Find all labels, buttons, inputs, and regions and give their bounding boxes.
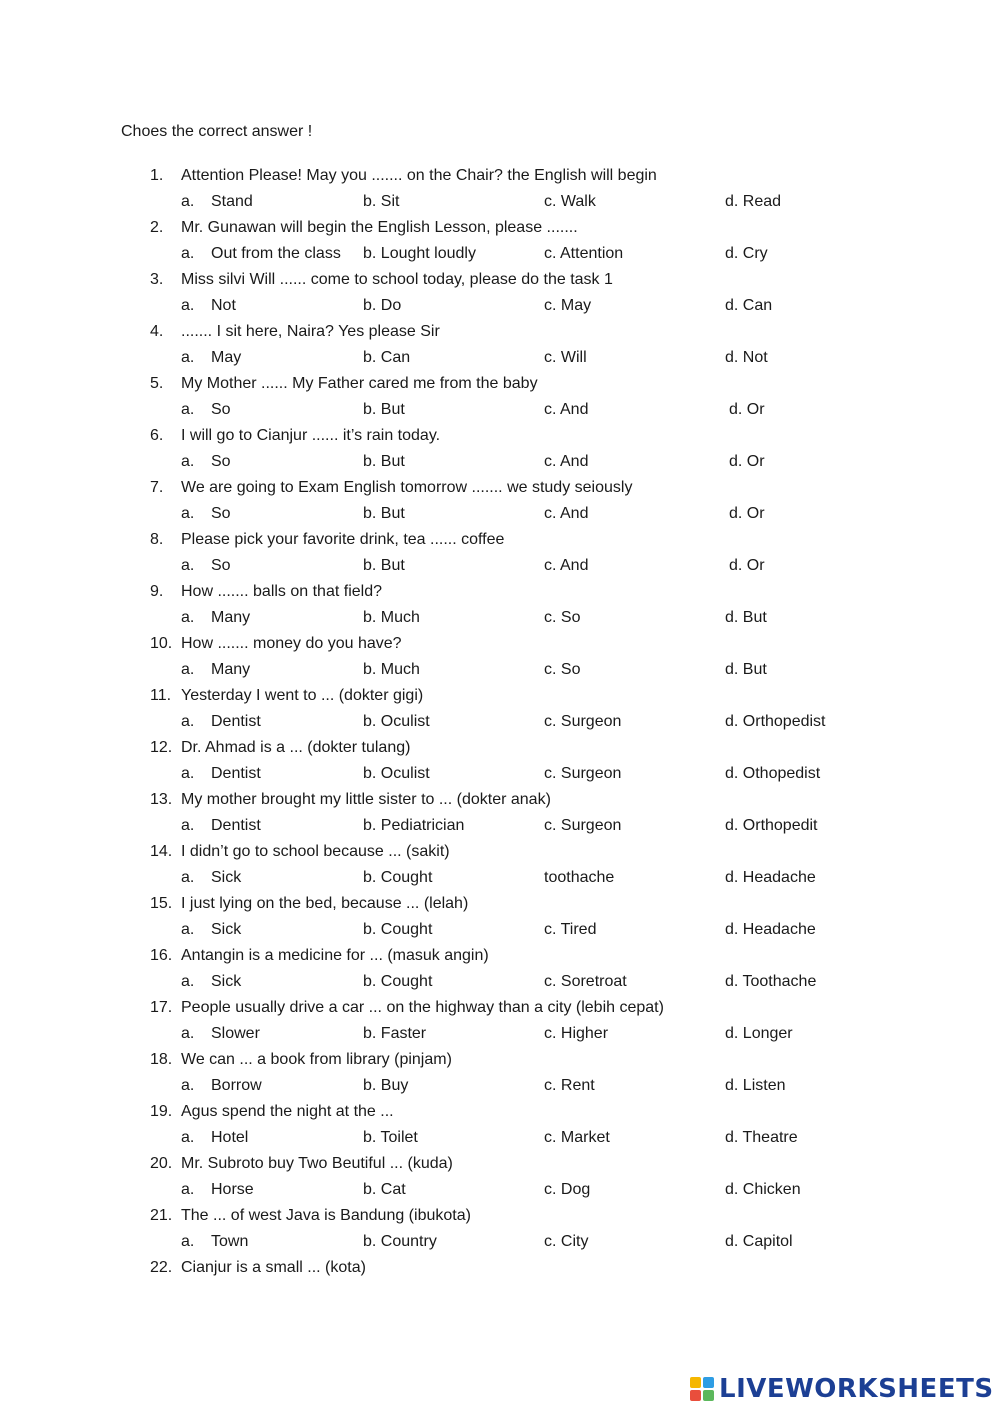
question-item bbox=[150, 1255, 950, 1281]
question-line bbox=[150, 579, 950, 605]
option-a-letter: a. bbox=[181, 453, 195, 470]
question-item bbox=[150, 1099, 950, 1151]
question-number: 15. bbox=[150, 895, 173, 912]
option-a[interactable]: So bbox=[211, 557, 231, 574]
option-a-letter: a. bbox=[181, 193, 195, 210]
question-number: 5. bbox=[150, 375, 164, 392]
question-line bbox=[150, 735, 950, 761]
option-c[interactable]: c. So bbox=[544, 661, 581, 678]
option-d[interactable]: d. Read bbox=[725, 193, 782, 210]
question-line bbox=[150, 839, 950, 865]
question-item bbox=[150, 943, 950, 995]
option-c[interactable]: c. Surgeon bbox=[544, 713, 622, 730]
option-a[interactable]: Many bbox=[211, 609, 251, 626]
option-a[interactable]: Sick bbox=[211, 921, 242, 938]
option-b[interactable]: b. Lought loudly bbox=[363, 245, 476, 262]
option-d[interactable]: d. But bbox=[725, 661, 767, 678]
option-d[interactable]: d. Orthopedit bbox=[725, 817, 818, 834]
option-c[interactable]: c. Walk bbox=[544, 193, 596, 210]
answer-options bbox=[150, 1229, 950, 1255]
question-line bbox=[150, 371, 950, 397]
option-b[interactable]: b. But bbox=[363, 453, 405, 470]
option-d[interactable]: d. Can bbox=[725, 297, 773, 314]
question-item bbox=[150, 215, 950, 267]
option-b[interactable]: b. Oculist bbox=[363, 765, 430, 782]
question-item bbox=[150, 319, 950, 371]
question-line bbox=[150, 1047, 950, 1073]
option-b[interactable]: b. Buy bbox=[363, 1077, 409, 1094]
option-a[interactable]: Many bbox=[211, 661, 251, 678]
question-item bbox=[150, 787, 950, 839]
option-c[interactable]: c. City bbox=[544, 1233, 589, 1250]
question-text: Attention Please! May you ....... on the Chair? the English will begin bbox=[181, 167, 657, 184]
option-a[interactable]: Borrow bbox=[211, 1077, 262, 1094]
option-c[interactable]: c. Surgeon bbox=[544, 817, 622, 834]
option-a[interactable]: Dentist bbox=[211, 765, 261, 782]
question-text: My Mother ...... My Father cared me from the baby bbox=[181, 375, 538, 392]
answer-options bbox=[150, 917, 950, 943]
option-c[interactable]: c. And bbox=[544, 401, 589, 418]
option-a-letter: a. bbox=[181, 505, 195, 522]
option-a-letter: a. bbox=[181, 609, 195, 626]
option-a[interactable]: Out from the class bbox=[211, 245, 341, 262]
question-line bbox=[150, 995, 950, 1021]
question-number: 8. bbox=[150, 531, 164, 548]
option-d[interactable]: d. Or bbox=[729, 505, 765, 522]
question-item bbox=[150, 735, 950, 787]
option-a-letter: a. bbox=[181, 921, 195, 938]
answer-options bbox=[150, 969, 950, 995]
option-a-letter: a. bbox=[181, 817, 195, 834]
answer-options bbox=[150, 605, 950, 631]
question-number: 13. bbox=[150, 791, 173, 808]
question-number: 14. bbox=[150, 843, 173, 860]
option-c[interactable]: c. Will bbox=[544, 349, 587, 366]
option-a-letter: a. bbox=[181, 297, 195, 314]
option-b[interactable]: b. But bbox=[363, 505, 405, 522]
answer-options bbox=[150, 501, 950, 527]
question-text: I just lying on the bed, because ... (lelah) bbox=[181, 895, 469, 912]
answer-options bbox=[150, 657, 950, 683]
option-a-letter: a. bbox=[181, 973, 195, 990]
question-item bbox=[150, 1151, 950, 1203]
option-b[interactable]: b. Faster bbox=[363, 1025, 427, 1042]
logo-tile bbox=[690, 1390, 701, 1401]
question-text: Agus spend the night at the ... bbox=[181, 1103, 394, 1120]
answer-options bbox=[150, 1073, 950, 1099]
question-text: We can ... a book from library (pinjam) bbox=[181, 1051, 452, 1068]
answer-options bbox=[150, 1177, 950, 1203]
option-a[interactable]: Stand bbox=[211, 193, 253, 210]
option-b[interactable]: b. Cought bbox=[363, 921, 433, 938]
option-d[interactable]: d. But bbox=[725, 609, 767, 626]
question-text: My mother brought my little sister to ... (dokter anak) bbox=[181, 791, 551, 808]
option-b[interactable]: b. Sit bbox=[363, 193, 400, 210]
option-a[interactable]: Dentist bbox=[211, 713, 261, 730]
option-c[interactable]: c. Rent bbox=[544, 1077, 595, 1094]
option-d[interactable]: d. Theatre bbox=[725, 1129, 798, 1146]
question-line bbox=[150, 891, 950, 917]
question-item bbox=[150, 839, 950, 891]
question-line bbox=[150, 1255, 950, 1281]
answer-options bbox=[150, 345, 950, 371]
option-b[interactable]: b. Can bbox=[363, 349, 411, 366]
option-d[interactable]: d. Or bbox=[729, 557, 765, 574]
option-b[interactable]: b. Cought bbox=[363, 869, 433, 886]
option-a[interactable]: Dentist bbox=[211, 817, 261, 834]
question-text: Antangin is a medicine for ... (masuk angin) bbox=[181, 947, 489, 964]
question-line bbox=[150, 1151, 950, 1177]
question-line bbox=[150, 683, 950, 709]
option-d[interactable]: d. Headache bbox=[725, 921, 816, 938]
option-d[interactable]: d. Headache bbox=[725, 869, 816, 886]
worksheet-instruction: Choes the correct answer ! bbox=[121, 123, 313, 140]
question-line bbox=[150, 163, 950, 189]
option-a-letter: a. bbox=[181, 557, 195, 574]
option-b[interactable]: b. Cought bbox=[363, 973, 433, 990]
question-item bbox=[150, 631, 950, 683]
question-number: 21. bbox=[150, 1207, 173, 1224]
question-text: ....... I sit here, Naira? Yes please Sir bbox=[181, 323, 440, 340]
question-item bbox=[150, 163, 950, 215]
option-c[interactable]: c. Attention bbox=[544, 245, 624, 262]
logo-tile bbox=[703, 1390, 714, 1401]
option-a-letter: a. bbox=[181, 349, 195, 366]
option-d[interactable]: d. Othopedist bbox=[725, 765, 821, 782]
question-text: Yesterday I went to ... (dokter gigi) bbox=[181, 687, 424, 704]
question-item bbox=[150, 527, 950, 579]
question-text: Please pick your favorite drink, tea ...... coffee bbox=[181, 531, 505, 548]
answer-options bbox=[150, 813, 950, 839]
question-text: Dr. Ahmad is a ... (dokter tulang) bbox=[181, 739, 411, 756]
option-c[interactable]: c. Higher bbox=[544, 1025, 609, 1042]
question-item bbox=[150, 891, 950, 943]
option-d[interactable]: d. Toothache bbox=[725, 973, 817, 990]
question-number: 16. bbox=[150, 947, 173, 964]
option-a-letter: a. bbox=[181, 245, 195, 262]
question-line bbox=[150, 787, 950, 813]
option-a[interactable]: Not bbox=[211, 297, 236, 314]
question-text: Mr. Gunawan will begin the English Lesson, please ....... bbox=[181, 219, 578, 236]
question-number: 17. bbox=[150, 999, 173, 1016]
option-d[interactable]: d. Capitol bbox=[725, 1233, 793, 1250]
question-item bbox=[150, 1203, 950, 1255]
question-line bbox=[150, 215, 950, 241]
option-b[interactable]: b. Pediatrician bbox=[363, 817, 465, 834]
option-d[interactable]: d. Longer bbox=[725, 1025, 793, 1042]
answer-options bbox=[150, 189, 950, 215]
option-c[interactable]: c. So bbox=[544, 609, 581, 626]
question-text: Mr. Subroto buy Two Beutiful ... (kuda) bbox=[181, 1155, 453, 1172]
logo-tile bbox=[690, 1377, 701, 1388]
option-a[interactable]: Horse bbox=[211, 1181, 254, 1198]
option-a-letter: a. bbox=[181, 713, 195, 730]
question-text: People usually drive a car ... on the highway than a city (lebih cepat) bbox=[181, 999, 664, 1016]
option-a-letter: a. bbox=[181, 765, 195, 782]
logo-text: LIVEWORKSHEETS bbox=[719, 1374, 994, 1404]
option-a-letter: a. bbox=[181, 1181, 195, 1198]
option-a[interactable]: Sick bbox=[211, 869, 242, 886]
option-d[interactable]: d. Cry bbox=[725, 245, 768, 262]
option-a[interactable]: May bbox=[211, 349, 242, 366]
question-item bbox=[150, 683, 950, 735]
option-a[interactable]: So bbox=[211, 505, 231, 522]
question-line bbox=[150, 475, 950, 501]
question-number: 10. bbox=[150, 635, 173, 652]
question-number: 4. bbox=[150, 323, 164, 340]
question-number: 7. bbox=[150, 479, 164, 496]
option-d[interactable]: d. Or bbox=[729, 401, 765, 418]
question-number: 20. bbox=[150, 1155, 173, 1172]
option-a[interactable]: Slower bbox=[211, 1025, 260, 1042]
option-a-letter: a. bbox=[181, 1129, 195, 1146]
question-line bbox=[150, 267, 950, 293]
question-line bbox=[150, 527, 950, 553]
question-line bbox=[150, 1203, 950, 1229]
question-line bbox=[150, 631, 950, 657]
option-d[interactable]: d. Or bbox=[729, 453, 765, 470]
option-c[interactable]: c. Surgeon bbox=[544, 765, 622, 782]
option-a-letter: a. bbox=[181, 661, 195, 678]
option-a[interactable]: So bbox=[211, 453, 231, 470]
option-c[interactable]: toothache bbox=[544, 869, 615, 886]
option-d[interactable]: d. Not bbox=[725, 349, 768, 366]
liveworksheets-logo bbox=[690, 1372, 994, 1406]
option-a-letter: a. bbox=[181, 1077, 195, 1094]
question-text: The ... of west Java is Bandung (ibukota) bbox=[181, 1207, 471, 1224]
answer-options bbox=[150, 241, 950, 267]
option-b[interactable]: b. Much bbox=[363, 661, 420, 678]
option-a[interactable]: Town bbox=[211, 1233, 249, 1250]
answer-options bbox=[150, 709, 950, 735]
question-number: 22. bbox=[150, 1259, 173, 1276]
question-line bbox=[150, 943, 950, 969]
question-line bbox=[150, 423, 950, 449]
question-item bbox=[150, 1047, 950, 1099]
question-text: Cianjur is a small ... (kota) bbox=[181, 1259, 366, 1276]
logo-tile bbox=[703, 1377, 714, 1388]
answer-options bbox=[150, 553, 950, 579]
answer-options bbox=[150, 865, 950, 891]
option-a-letter: a. bbox=[181, 869, 195, 886]
answer-options bbox=[150, 1021, 950, 1047]
question-number: 9. bbox=[150, 583, 164, 600]
option-c[interactable]: c. And bbox=[544, 557, 589, 574]
option-b[interactable]: b. Much bbox=[363, 609, 420, 626]
question-item bbox=[150, 995, 950, 1047]
option-b[interactable]: b. Cat bbox=[363, 1181, 406, 1198]
answer-options bbox=[150, 1125, 950, 1151]
option-d[interactable]: d. Chicken bbox=[725, 1181, 801, 1198]
option-a[interactable]: Hotel bbox=[211, 1129, 249, 1146]
question-number: 1. bbox=[150, 167, 164, 184]
question-number: 11. bbox=[150, 687, 172, 704]
option-c[interactable]: c. Dog bbox=[544, 1181, 591, 1198]
question-number: 12. bbox=[150, 739, 173, 756]
option-b[interactable]: b. Do bbox=[363, 297, 402, 314]
option-b[interactable]: b. Oculist bbox=[363, 713, 430, 730]
option-b[interactable]: b. But bbox=[363, 401, 405, 418]
question-item bbox=[150, 371, 950, 423]
question-text: I didn’t go to school because ... (sakit) bbox=[181, 843, 450, 860]
question-line bbox=[150, 319, 950, 345]
option-c[interactable]: c. Market bbox=[544, 1129, 610, 1146]
option-c[interactable]: c. Tired bbox=[544, 921, 597, 938]
answer-options bbox=[150, 397, 950, 423]
question-number: 2. bbox=[150, 219, 164, 236]
option-c[interactable]: c. May bbox=[544, 297, 592, 314]
option-b[interactable]: b. Country bbox=[363, 1233, 437, 1250]
option-d[interactable]: d. Listen bbox=[725, 1077, 786, 1094]
answer-options bbox=[150, 293, 950, 319]
option-a-letter: a. bbox=[181, 1025, 195, 1042]
question-number: 19. bbox=[150, 1103, 173, 1120]
question-text: Miss silvi Will ...... come to school today, please do the task 1 bbox=[181, 271, 613, 288]
option-a-letter: a. bbox=[181, 1233, 195, 1250]
question-text: How ....... money do you have? bbox=[181, 635, 402, 652]
answer-options bbox=[150, 449, 950, 475]
question-item bbox=[150, 423, 950, 475]
question-item bbox=[150, 579, 950, 631]
answer-options bbox=[150, 761, 950, 787]
liveworksheets-logo-icon bbox=[690, 1377, 714, 1401]
question-line bbox=[150, 1099, 950, 1125]
option-b[interactable]: b. But bbox=[363, 557, 405, 574]
option-a[interactable]: Sick bbox=[211, 973, 242, 990]
question-text: How ....... balls on that field? bbox=[181, 583, 382, 600]
question-number: 6. bbox=[150, 427, 164, 444]
question-list bbox=[150, 163, 950, 1281]
question-text: We are going to Exam English tomorrow ....... we study seiously bbox=[181, 479, 633, 496]
option-b[interactable]: b. Toilet bbox=[363, 1129, 418, 1146]
option-c[interactable]: c. And bbox=[544, 505, 589, 522]
question-text: I will go to Cianjur ...... it’s rain today. bbox=[181, 427, 441, 444]
option-a-letter: a. bbox=[181, 401, 195, 418]
option-c[interactable]: c. And bbox=[544, 453, 589, 470]
option-c[interactable]: c. Soretroat bbox=[544, 973, 627, 990]
option-a[interactable]: So bbox=[211, 401, 231, 418]
question-item bbox=[150, 267, 950, 319]
option-d[interactable]: d. Orthopedist bbox=[725, 713, 826, 730]
question-item bbox=[150, 475, 950, 527]
question-number: 3. bbox=[150, 271, 164, 288]
question-number: 18. bbox=[150, 1051, 173, 1068]
